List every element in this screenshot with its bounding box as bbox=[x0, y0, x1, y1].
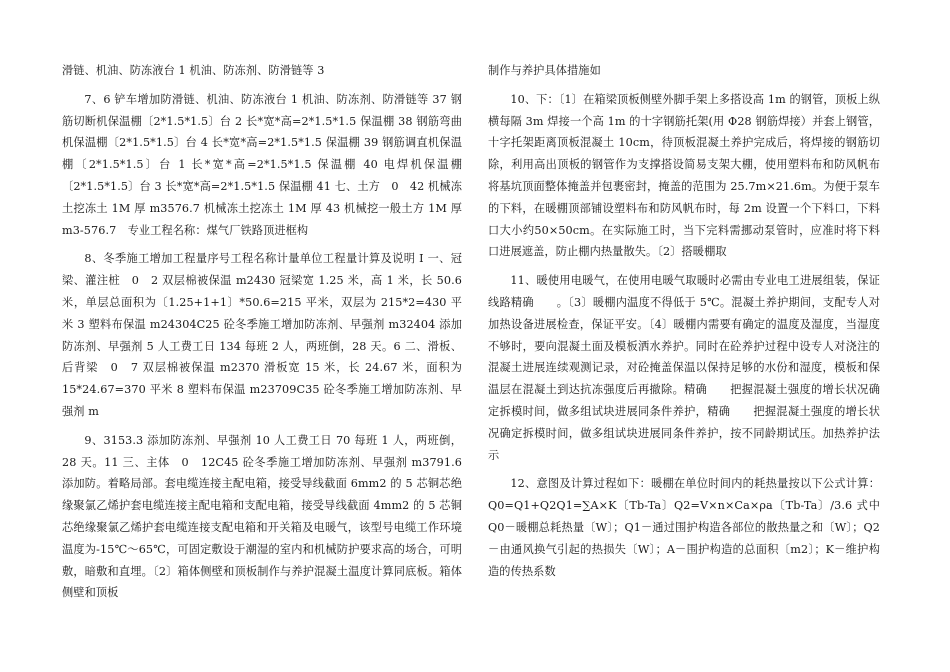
paragraph-item-12: 12、意图及计算过程如下：暖棚在单位时间内的耗热量按以下公式计算：Q0=Q1+Q2Q1=∑A×K〔Tb-Ta〕Q2=V×n×Ca×ρa〔Tb-Ta〕/3.6 式中 Q0－暖棚总耗热量〔W〕；Q1－通过围护构造各部位的散热量之和〔W〕；Q2－由通风换气引起的热损失〔W〕；A－围护构造的总面积〔m2〕；K－维护构造的传热系数 bbox=[488, 477, 880, 578]
paragraph-item-8: 8、冬季施工增加工程量序号工程名称计量单位工程量计算及说明 I 一、冠梁、灌注桩 0 2 双层棉被保温 m2430 冠梁宽 1.25 米，高 1 米，长 50.6 米，单层总面积为〔1.25+1+1〕*50.6=215 平米，双层为 215*2=430 平米 3 塑料布保温 m24304C25 砼冬季施工增加防冻剂、早强剂 m32404 添加防冻剂、早强剂 5 人工费工日 134 每班 2 人，两班倒，28 天。6 二、滑板、后背梁 0 7 双层棉被保温 m2370 滑板宽 15 米，长 24.67 米，面积为 15*24.67=370 平米 8 塑料布保温 m23709C35 砼冬季施工增加防冻剂、早强剂 m bbox=[62, 252, 462, 418]
paragraph-item-9: 9、3153.3 添加防冻剂、早强剂 10 人工费工日 70 每班 1 人，两班倒，28 天。11 三、主体 0 12C45 砼冬季施工增加防冻剂、早强剂 m3791.6 添加防。着略局部。套电缆连接主配电箱，接受导线截面 6mm2 的 5 芯铜芯绝缘聚氯乙烯护套电缆连接主配电箱和支配电箱，接受导线截面 4mm2 的 5 芯铜芯绝缘聚氯乙烯护套电缆连接支配电箱和开关箱及电暖气，该型号电缆工作环境温度为-15℃～65℃，可固定敷设于潮湿的室内和机械防护要求高的场合，可明敷，暗敷和直埋。〔2〕箱体侧壁和顶板制作与养护混凝土温度计算同底板。箱体侧壁和顶板 bbox=[62, 433, 462, 600]
paragraph-item-10: 10、下：〔1〕在箱梁顶板侧壁外脚手架上多搭设高 1m 的钢管，顶板上纵横每隔 3m 焊接一个高 1m 的十字钢筋托架(用 Φ28 钢筋焊接）并套上钢管，十字托架距离顶板混凝土 10cm，待顶板混凝土养护完成后，将焊接的钢筋切除，利用高出顶板的钢管作为支撑搭设简易支架大棚，使用塑料布和防风帆布将基坑顶面整体掩盖并包裹密封，掩盖的范围为 25.7m×21.6m。为便于泵车的下料，在暖棚顶部铺设塑料布和防风帆布时，每 2m 设置一个下料口，下料口大小约50×50cm。在实际施工时，当下完料需挪动泵管时，应准时将下料口进展遮盖，防止棚内热量散失。〔2〕搭暖棚取 bbox=[488, 92, 880, 259]
paragraph-item-7: 7、6 铲车增加防滑链、机油、防冻液台 1 机油、防冻剂、防滑链等 37 钢筋切断机保温棚〔2*1.5*1.5〕台 2 长*宽*高=2*1.5*1.5 保温棚 38 钢筋弯曲机保温棚〔2*1.5*1.5〕台 4 长*宽*高=2*1.5*1.5 保温棚 39 钢筋调直机保温棚〔2*1.5*1.5〕台 1 长*宽*高=2*1.5*1.5 保温棚 40 电焊机保温棚〔2*1.5*1.5〕台 3 长*宽*高=2*1.5*1.5 保温棚 41 七、土方 0 42 机械冻土挖冻土 1M 厚 m3576.7 机械冻土挖冻土 1M 厚 43 机械挖一般土方 1M 厚 m3-576.7 专业工程名称：煤气厂铁路顶进框构 bbox=[62, 92, 462, 237]
paragraph-continuation: 滑链、机油、防冻液台 1 机油、防冻剂、防滑链等 3 bbox=[62, 64, 325, 77]
left-text-column bbox=[62, 60, 462, 611]
right-text-column bbox=[488, 60, 880, 589]
paragraph-continuation: 制作与养护具体措施如 bbox=[488, 64, 601, 77]
paragraph-item-11: 11、暖使用电暖气，在使用电暖气取暖时必需由专业电工进展组装，保证线路精确 。〔3〕暖棚内温度不得低于 5℃。混凝土养护期间，支配专人对加热设备进展检查，保证平安。〔4〕暖棚内需要有确定的温度及湿度，当湿度不够时，要向混凝土面及模板洒水养护。同时在砼养护过程中设专人对浇注的混凝土进展连续观测记录，对砼掩盖保温以保持足够的水份和湿度，模板和保温层在混凝土到达抗冻强度后再撤除。精确 把握混凝土强度的增长状况确定拆模时间，做多组试块进展同条件养护，精确 把握混凝土强度的增长状况确定拆模时间，做多组试块进展同条件养护，按不同龄期试压。加热养护法示 bbox=[488, 274, 880, 462]
